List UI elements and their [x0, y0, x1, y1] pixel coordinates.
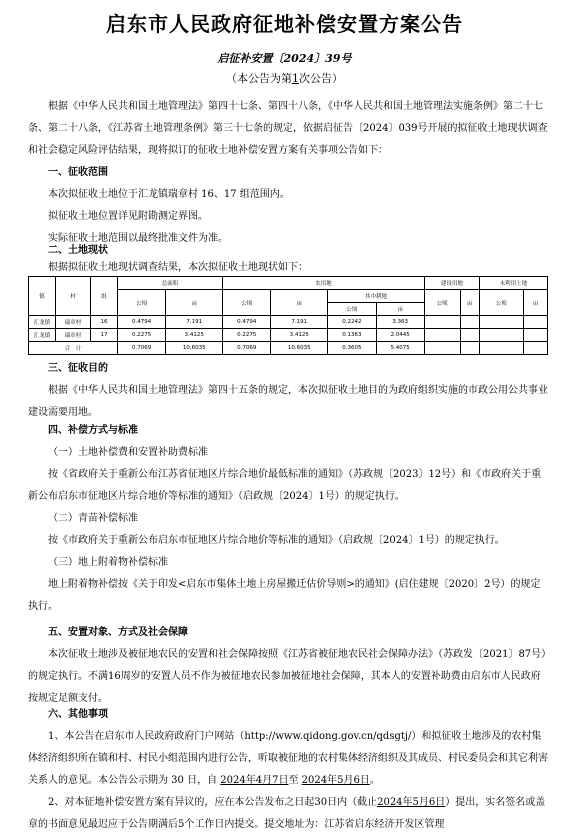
cell-total-ha: 0.2275	[118, 329, 166, 342]
cell-build-mu	[460, 329, 479, 342]
cell-farm-mu: 3.4125	[271, 329, 328, 342]
total-farm-mu: 10.6035	[271, 342, 328, 355]
table-row	[29, 329, 548, 342]
section-6-heading: 六、其他事项	[48, 709, 108, 720]
section-1	[28, 162, 548, 250]
header-total-area: 总面积	[118, 277, 223, 290]
section-2-line: 根据拟征收土地现状调查结果，本次拟征收土地现状如下：	[48, 262, 308, 273]
cell-cultivated-mu: 2.0445	[376, 329, 424, 342]
pub-suffix: 次公告）	[299, 72, 343, 85]
table-total-row	[29, 342, 548, 355]
section-3-heading: 三、征收目的	[48, 363, 108, 374]
cell-build-ha	[424, 316, 460, 329]
total-build-mu	[460, 342, 479, 355]
cell-build-mu	[460, 316, 479, 329]
section-4-heading: 四、补偿方式与标准	[48, 425, 138, 436]
section-6-item-2	[28, 792, 548, 836]
section-5-heading: 五、安置对象、方式及社会保障	[48, 627, 188, 638]
table-row	[29, 316, 548, 329]
section-6	[28, 704, 548, 836]
unit-ha: 公顷	[328, 303, 376, 316]
section-3	[28, 358, 548, 424]
deadline-date: 2024年5月6日	[377, 797, 446, 808]
unit-mu: 亩	[523, 290, 547, 316]
cell-village: 瑞章村	[56, 316, 91, 329]
section-4-sub3-text: 地上附着物补偿按《关于印发<启东市集体土地上房屋搬迁估价导则>的通知》(启住建规〔2020〕2号）的规定执行。	[28, 579, 541, 612]
cell-unused-ha	[479, 329, 523, 342]
cell-group: 16	[91, 316, 118, 329]
section-4-sub1-text: 按《省政府关于重新公布江苏省征地区片综合地价最低标准的通知》（苏政规〔2023〕12号）和《市政府关于重新公布启东市征地区片综合地价等标准的通知》（启政规〔2024〕1号）的规定执行。	[28, 469, 542, 502]
item-1-text: 1、本公告在启东市人民政府政府门户网站（http://www.qidong.gov.cn/qdsgtj/）和拟征收土地涉及的农村集体经济组织所在镇和村、村民小组范围内进行公告，听取被征地的农村集体经济组织及其成员、村民委员会和其它利害关系人的意见。本公告公示期为 30 日，自	[28, 731, 548, 786]
cell-group: 17	[91, 329, 118, 342]
section-1-line-3: 实际征收土地范围以最终批准文件为准。	[48, 233, 228, 244]
header-town: 镇	[29, 277, 56, 316]
pub-prefix: （本公告为第	[226, 72, 292, 85]
cell-town: 汇龙镇	[29, 316, 56, 329]
item-1-tail: 。	[369, 775, 380, 786]
header-cultivated: 其中耕地	[328, 290, 425, 303]
cell-village: 瑞章村	[56, 329, 91, 342]
section-1-line-2: 拟征收土地位置详见附勘测定界图。	[48, 211, 208, 222]
end-date: 2024年5月6日	[301, 775, 370, 786]
header-unused-land: 未利用土地	[479, 277, 547, 290]
total-cultivated-mu: 5.4075	[376, 342, 424, 355]
unit-ha: 公顷	[118, 290, 166, 316]
section-5	[28, 622, 548, 710]
unit-mu: 亩	[376, 303, 424, 316]
cell-cultivated-ha: 0.1363	[328, 329, 376, 342]
section-4-sub2-heading: （二）青苗补偿标准	[48, 513, 138, 524]
cell-total-mu: 3.4125	[166, 329, 223, 342]
section-4-sub3-heading: （三）地上附着物补偿标准	[48, 557, 168, 568]
publication-number	[0, 70, 569, 86]
section-4	[28, 420, 548, 618]
section-2	[28, 242, 548, 276]
cell-farm-ha: 0.2275	[223, 329, 271, 342]
section-1-heading: 一、征收范围	[48, 167, 108, 178]
unit-ha: 公顷	[223, 290, 271, 316]
cell-cultivated-mu: 3.363	[376, 316, 424, 329]
section-1-line-1: 本次拟征收土地位于汇龙镇瑞章村 16、17 组范围内。	[48, 189, 290, 200]
document-number: 启征补安置〔2024〕39号	[217, 52, 352, 65]
cell-farm-mu: 7.191	[271, 316, 328, 329]
pub-number: 1	[292, 72, 299, 85]
section-2-heading: 二、土地现状	[48, 245, 108, 256]
cell-total-mu: 7.191	[166, 316, 223, 329]
item-1-mid: 至	[288, 775, 302, 786]
total-cultivated-ha: 0.3605	[328, 342, 376, 355]
cell-unused-ha	[479, 316, 523, 329]
unit-mu: 亩	[460, 290, 479, 316]
cell-build-ha	[424, 329, 460, 342]
unit-ha: 公顷	[479, 290, 523, 316]
total-unused-mu	[523, 342, 547, 355]
header-construction-land: 建设用地	[424, 277, 479, 290]
unit-ha: 公顷	[424, 290, 460, 316]
cell-farm-ha: 0.4794	[223, 316, 271, 329]
cell-cultivated-ha: 0.2242	[328, 316, 376, 329]
unit-mu: 亩	[271, 290, 328, 316]
header-village: 村	[56, 277, 91, 316]
section-3-text: 根据《中华人民共和国土地管理法》第四十五条的规定，本次拟征收土地目的为政府组织实施的市政公用公共事业建设需要用地。	[28, 385, 548, 418]
total-total-mu: 10.6035	[166, 342, 223, 355]
section-5-text: 本次征收土地涉及被征地农民的安置和社会保障按照《江苏省被征地农民社会保障办法》（苏政发〔2021〕87号）的规定执行。不满16周岁的安置人员不作为被征地农民参加被征地社会保障，其本人的安置补助费由启东市人民政府按规定足额支付。	[28, 649, 547, 704]
cell-unused-mu	[523, 316, 547, 329]
total-build-ha	[424, 342, 460, 355]
header-group: 组	[91, 277, 118, 316]
total-total-ha: 0.7069	[118, 342, 166, 355]
cell-unused-mu	[523, 329, 547, 342]
total-farm-ha: 0.7069	[223, 342, 271, 355]
item-2-tail: ）提出，实名签名或盖章的书面意见最迟应于公告期满后5个工作日内提交。提交地址为：江苏省启东经济开发区管理	[28, 797, 546, 830]
section-4-sub2-text: 按《市政府关于重新公布启东市征地区片综合地价等标准的通知》（启政规〔2024〕1号）的规定执行。	[48, 535, 505, 546]
land-status-table	[28, 276, 548, 355]
section-4-sub1-heading: （一）土地补偿费和安置补助费标准	[48, 447, 208, 458]
header-farmland: 农用地	[223, 277, 425, 290]
total-label: 合 计	[29, 342, 118, 355]
total-unused-ha	[479, 342, 523, 355]
page-title: 启东市人民政府征地补偿安置方案公告	[106, 12, 463, 36]
item-2-text: 2、对本征地补偿安置方案有异议的，应在本公告发布之日起30日内（截止	[48, 797, 378, 808]
intro-paragraph	[28, 96, 548, 162]
cell-total-ha: 0.4794	[118, 316, 166, 329]
intro-text: 根据《中华人民共和国土地管理法》第四十七条、第四十八条，《中华人民共和国土地管理法实施条例》第二十七条、第二十八条，《江苏省土地管理条例》第三十七条的规定，依据启征告〔2024〕039号开展的拟征收土地现状调查和社会稳定风险评估结果，现将拟订的征收土地补偿安置方案有关事项公告如下：	[28, 101, 548, 156]
section-6-item-1	[28, 726, 548, 792]
unit-mu: 亩	[166, 290, 223, 316]
cell-town: 汇龙镇	[29, 329, 56, 342]
start-date: 2024年4月7日	[220, 775, 289, 786]
